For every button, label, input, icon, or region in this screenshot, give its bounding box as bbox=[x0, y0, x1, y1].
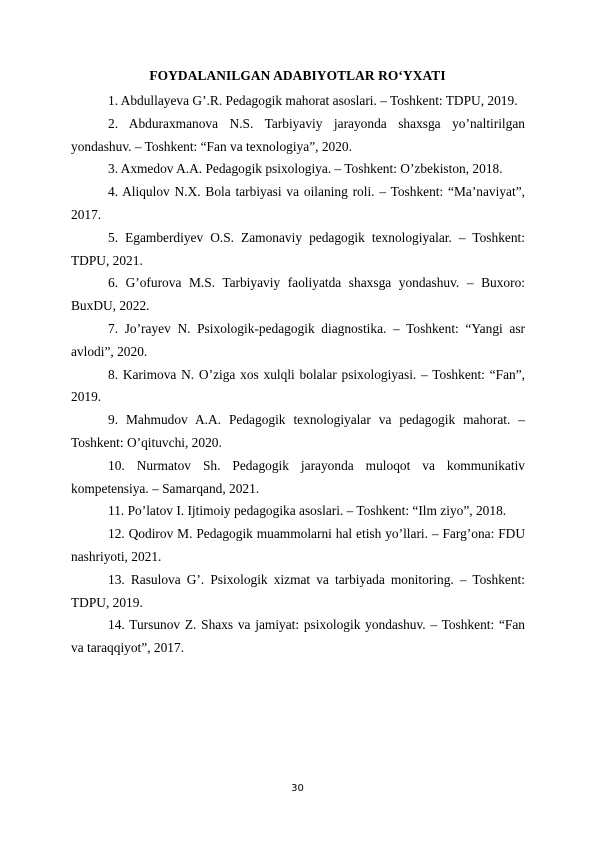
page-number: 30 bbox=[291, 783, 304, 794]
reference-item: 6. G’ofurova M.S. Tarbiyaviy faoliyatda shaxsga yondashuv. – Buxoro: BuxDU, 2022. bbox=[71, 275, 525, 314]
reference-item: 4. Aliqulov N.X. Bola tarbiyasi va oilaning roli. – Toshkent: “Ma’naviyat”, 2017. bbox=[71, 184, 525, 222]
reference-item: 11. Po’latov I. Ijtimoiy pedagogika asoslari. – Toshkent: “Ilm ziyo”, 2018. bbox=[108, 503, 507, 519]
reference-item: 3. Axmedov A.A. Pedagogik psixologiya. – Toshkent: O’zbekiston, 2018. bbox=[108, 161, 503, 177]
reference-item: 14. Tursunov Z. Shaxs va jamiyat: psixologik yondashuv. – Toshkent: “Fan va taraqqiyot”, 2017. bbox=[71, 617, 525, 656]
reference-item: 12. Qodirov M. Pedagogik muammolarni hal etish yo’llari. – Farg’ona: FDU nashriyoti, 2021. bbox=[71, 526, 525, 564]
reference-item: 5. Egamberdiyev O.S. Zamonaviy pedagogik texnologiyalar. – Toshkent: TDPU, 2021. bbox=[71, 229, 525, 268]
reference-item: 8. Karimova N. O’ziga xos xulqli bolalar psixologiyasi. – Toshkent: “Fan”, 2019. bbox=[71, 366, 525, 405]
reference-list bbox=[71, 90, 525, 660]
reference-item: 1. Abdullayeva G’.R. Pedagogik mahorat asoslari. – Toshkent: TDPU, 2019. bbox=[108, 93, 518, 108]
reference-item: 2. Abduraxmanova N.S. Tarbiyaviy jarayonda shaxsga yo’naltirilgan yondashuv. – Toshkent: “Fan va texnologiya”, 2020. bbox=[71, 115, 525, 154]
reference-item: 7. Jo’rayev N. Psixologik-pedagogik diagnostika. – Toshkent: “Yangi asr avlodi”, 2020. bbox=[71, 320, 525, 359]
reference-item: 13. Rasulova G’. Psixologik xizmat va tarbiyada monitoring. – Toshkent: TDPU, 2019. bbox=[71, 571, 525, 610]
page-title: FOYDALANILGAN ADABIYOTLAR RO‘YXATI bbox=[149, 68, 446, 83]
reference-item: 10. Nurmatov Sh. Pedagogik jarayonda muloqot va kommunikativ kompetensiya. – Samarqand, 2021. bbox=[71, 457, 525, 496]
reference-item: 9. Mahmudov A.A. Pedagogik texnologiyalar va pedagogik mahorat. – Toshkent: O’qituvchi, 2020. bbox=[71, 412, 525, 450]
